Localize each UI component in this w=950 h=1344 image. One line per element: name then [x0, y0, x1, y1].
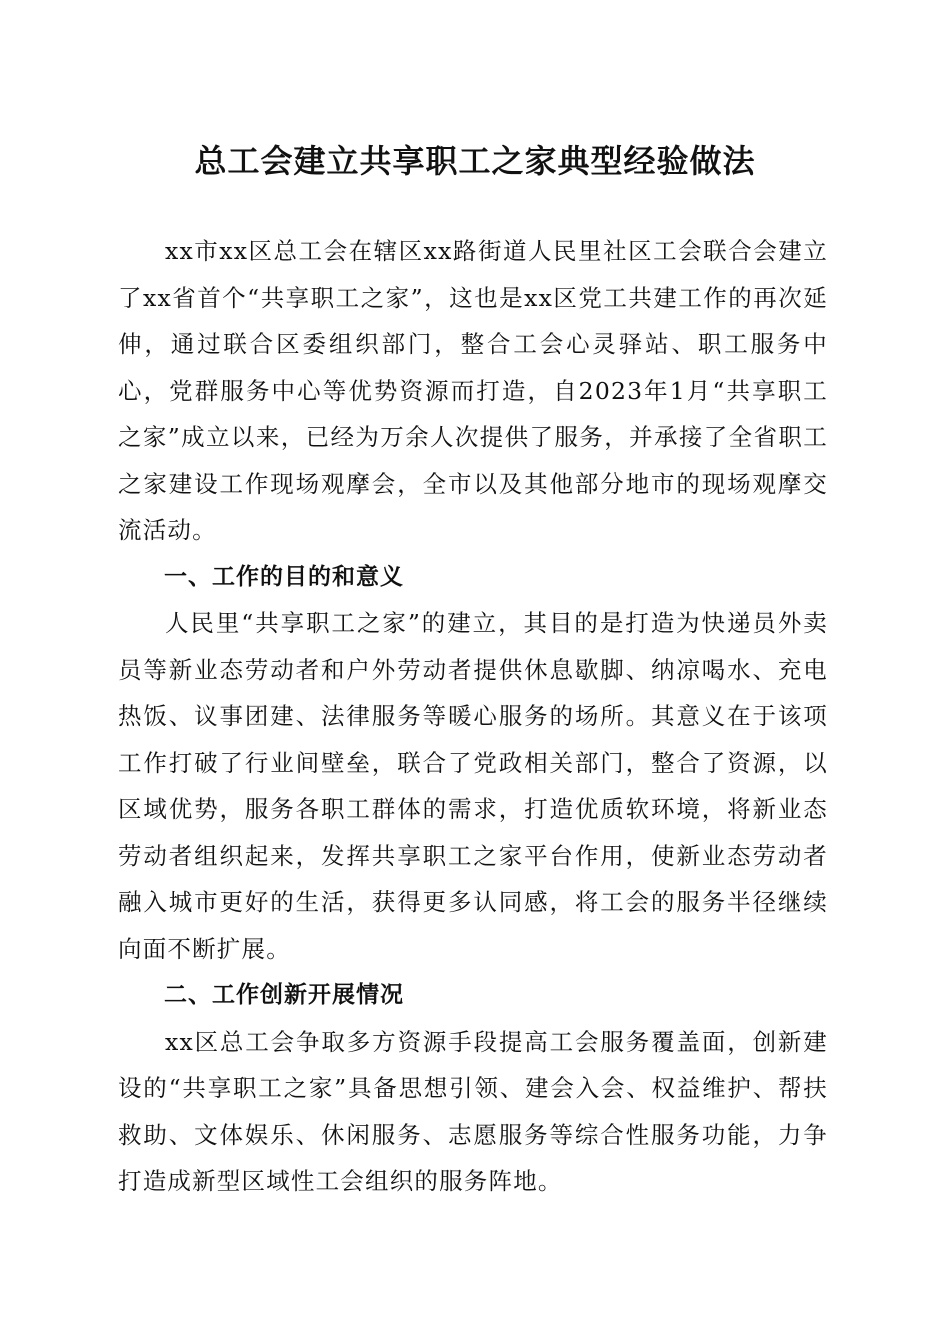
intro-paragraph: xx市xx区总工会在辖区xx路街道人民里社区工会联合会建立了xx省首个“共享职工之家”，这也是xx区党工共建工作的再次延伸，通过联合区委组织部门，整合工会心灵驿站、职工服务中心，党群服务中心等优势资源而打造，自2023年1月“共享职工之家”成立以来，已经为万余人次提供了服务，并承接了全省职工之家建设工作现场观摩会，全市以及其他部分地市的现场观摩交流活动。 [118, 237, 828, 544]
document-title: 总工会建立共享职工之家典型经验做法 [194, 142, 756, 180]
section-heading-innovation: 二、工作创新开展情况 [164, 982, 404, 1008]
section-paragraph-innovation: xx区总工会争取多方资源手段提高工会服务覆盖面，创新建设的“共享职工之家”具备思想引领、建会入会、权益维护、帮扶救助、文体娱乐、休闲服务、志愿服务等综合性服务功能，力争打造成新型区域性工会组织的服务阵地。 [118, 1027, 828, 1195]
section-heading-purpose: 一、工作的目的和意义 [164, 563, 404, 590]
document-body [118, 228, 828, 1205]
section-paragraph-purpose: 人民里“共享职工之家”的建立，其目的是打造为快递员外卖员等新业态劳动者和户外劳动者提供休息歇脚、纳凉喝水、充电热饭、议事团建、法律服务等暖心服务的场所。其意义在于该项工作打破了行业间壁垒，联合了党政相关部门，整合了资源，以区域优势，服务各职工群体的需求，打造优质软环境，将新业态劳动者组织起来，发挥共享职工之家平台作用，使新业态劳动者融入城市更好的生活，获得更多认同感，将工会的服务半径继续向面不断扩展。 [118, 609, 828, 963]
